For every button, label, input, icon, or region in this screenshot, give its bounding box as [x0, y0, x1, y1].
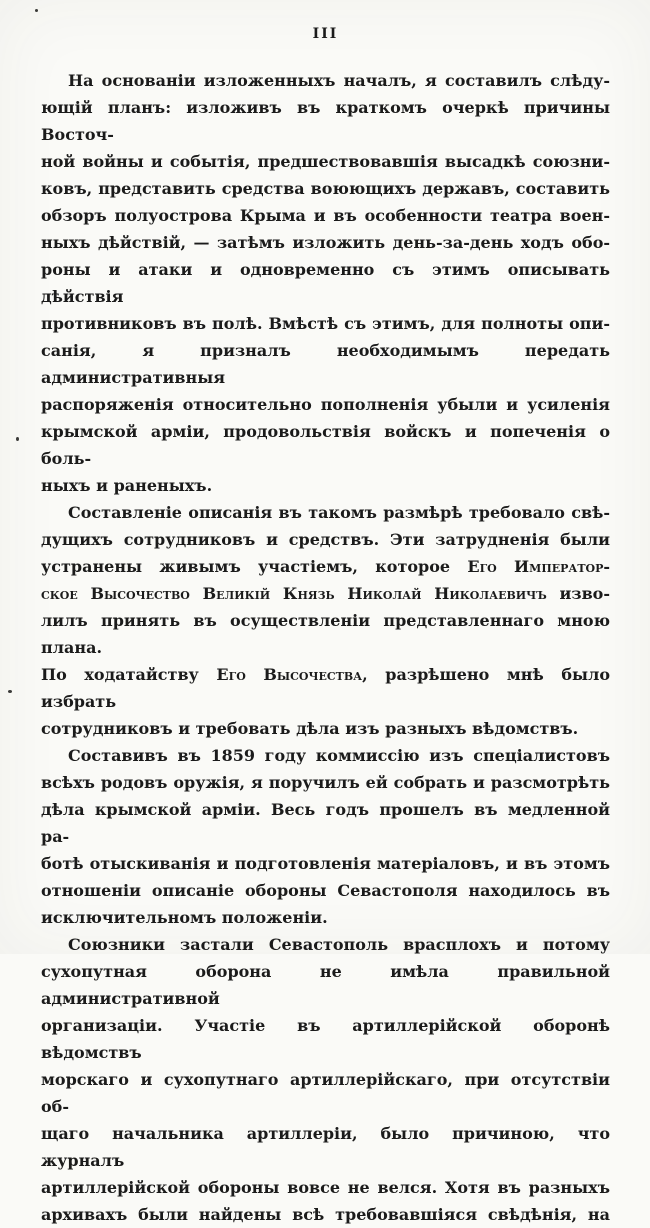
smallcaps-text: Его Высочества: [216, 665, 363, 684]
paragraph: [41, 67, 610, 499]
text-line: крымской арміи, продовольствія войскъ и попеченія о боль-: [41, 422, 610, 468]
text-line: организаціи. Участіе въ артиллерійской оборонѣ вѣдомствъ: [41, 1016, 610, 1062]
text-line: ковъ, представить средства воюющихъ державъ, составить: [41, 179, 610, 198]
text-line: дѣла крымской арміи. Весь годъ прошелъ въ медленной ра-: [41, 800, 610, 846]
text-line: морскаго и сухопутнаго артиллерійскаго, при отсутствіи об-: [41, 1070, 610, 1116]
plain-text: По ходатайству: [41, 665, 217, 684]
text-line: [41, 661, 610, 715]
text-line: архивахъ были найдены всѣ требовавшіяся свѣдѣнія, на: [41, 1205, 610, 1224]
text-line: роны и атаки и одновременно съ этимъ описывать дѣйствія: [41, 260, 610, 306]
scan-speck: [8, 690, 12, 693]
text-line: щаго начальника артиллеріи, было причиною, что журналъ: [41, 1124, 610, 1170]
text-line: ныхъ дѣйствій, — затѣмъ изложить день-за-день ходъ обо-: [41, 233, 610, 252]
text-block: [41, 67, 610, 1228]
text-line: ющій планъ: изложивъ въ краткомъ очеркѣ причины Восточ-: [41, 98, 610, 144]
text-line: [41, 580, 610, 607]
text-line: артиллерійской обороны вовсе не велся. Хотя въ разныхъ: [41, 1178, 610, 1197]
plain-text: , разрѣшено мнѣ было избрать: [41, 665, 611, 711]
text-line: ныхъ и раненыхъ.: [41, 476, 213, 495]
text-line: Союзники застали Севастополь врасплохъ и потому: [68, 935, 610, 954]
paragraph: [41, 499, 610, 742]
text-line: обзоръ полуострова Крыма и въ особенности театра воен-: [41, 206, 610, 225]
text-line: всѣхъ родовъ оружія, я поручилъ ей собрать и разсмотрѣть: [41, 773, 610, 792]
smallcaps-text: ское Высочество Великій Князь Николай Николаевичъ: [41, 584, 547, 603]
scan-speck: [35, 9, 38, 12]
text-line: отношеніи описаніе обороны Севастополя находилось въ: [41, 881, 610, 900]
scan-speck: [16, 437, 19, 441]
text-line: Составивъ въ 1859 году коммиссію изъ спеціалистовъ: [68, 746, 610, 765]
text-line: ной войны и событія, предшествовавшія высадкѣ союзни-: [41, 152, 610, 171]
text-line: дущихъ сотрудниковъ и средствъ. Эти затрудненія были: [41, 530, 610, 549]
text-line: исключительномъ положеніи.: [41, 908, 328, 927]
text-line: распоряженія относительно пополненія убыли и усиленія: [41, 395, 610, 414]
text-line: противниковъ въ полѣ. Вмѣстѣ съ этимъ, для полноты опи-: [41, 314, 610, 333]
text-line: сотрудниковъ и требовать дѣла изъ разныхъ вѣдомствъ.: [41, 719, 579, 738]
page-number: III: [312, 26, 339, 42]
smallcaps-text: Его Император-: [467, 557, 610, 576]
paragraph: [41, 931, 610, 1228]
plain-text: изво-: [546, 584, 610, 603]
text-line: Составленіе описанія въ такомъ размѣрѣ требовало свѣ-: [68, 503, 610, 522]
paragraph: [41, 742, 610, 931]
text-line: [41, 553, 610, 580]
text-line: ботѣ отыскиванія и подготовленія матеріаловъ, и въ этомъ: [41, 854, 610, 873]
text-line: лилъ принять въ осуществленіи представленнаго мною плана.: [41, 611, 610, 657]
text-line: сухопутная оборона не имѣла правильной административной: [41, 962, 610, 1008]
text-line: санія, я призналъ необходимымъ передать административныя: [41, 341, 610, 387]
text-line: На основаніи изложенныхъ началъ, я составилъ слѣду-: [68, 71, 610, 90]
plain-text: устранены живымъ участіемъ, которое: [41, 557, 468, 576]
